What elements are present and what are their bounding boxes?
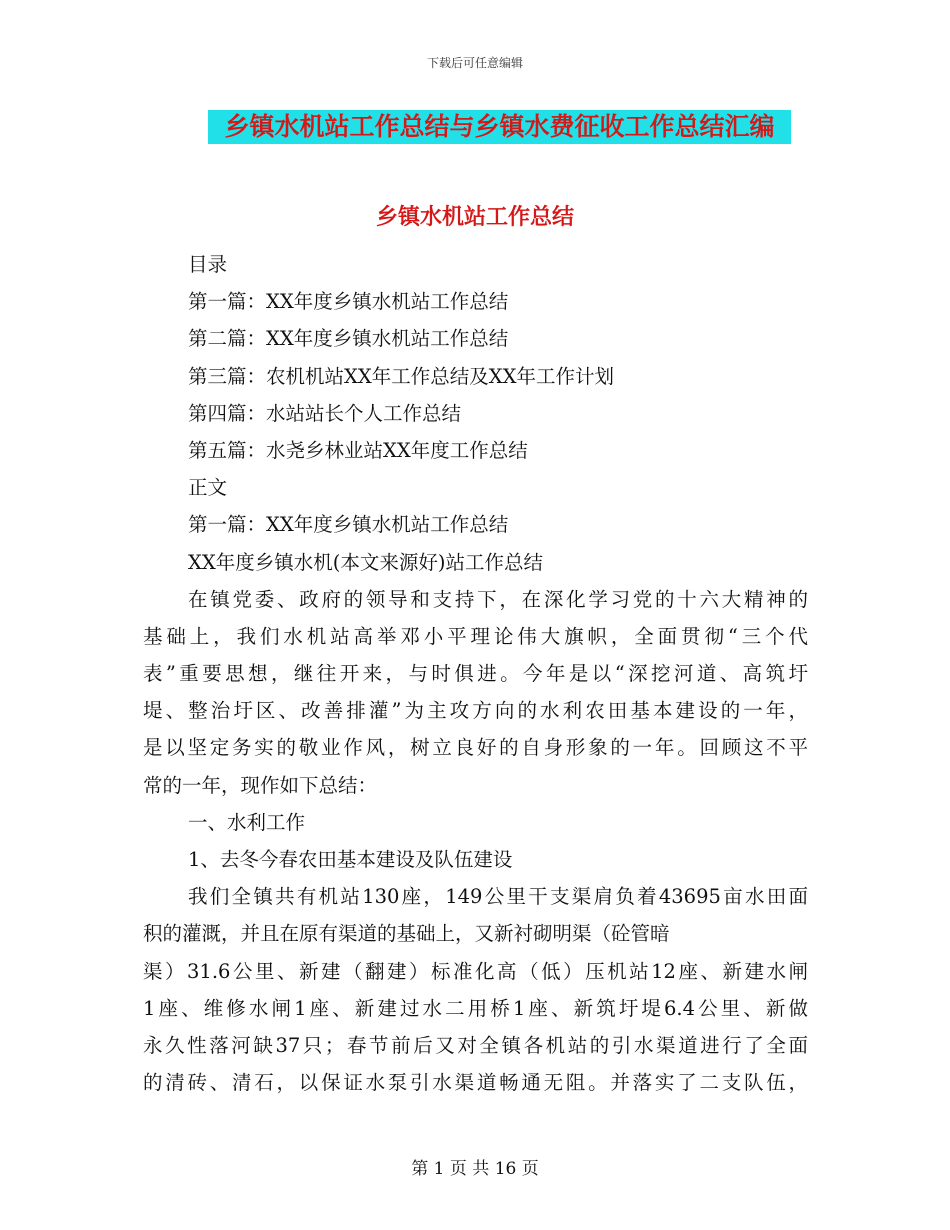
paragraph-line: 渠）31.6公里、新建（翻建）标准化高（低）压机站12座、新建水闸 <box>143 959 808 983</box>
page-footer: 第 1 页 共 16 页 <box>411 1159 539 1179</box>
chapter-subheading: XX年度乡镇水机(本文来源好)站工作总结 <box>188 550 543 574</box>
toc-item: 第一篇：XX年度乡镇水机站工作总结 <box>188 290 509 314</box>
chapter-heading: 第一篇：XX年度乡镇水机站工作总结 <box>188 513 509 537</box>
body-heading: 正文 <box>188 476 228 500</box>
document-body <box>143 246 808 1101</box>
section-title: 乡镇水机站工作总结 <box>375 205 574 230</box>
paragraph-line: 的清砖、清石，以保证水泵引水渠道畅通无阻。并落实了二支队伍， <box>143 1071 808 1095</box>
paragraph-line: 1座、维修水闸1座、新建过水二用桥1座、新筑圩堤6.4公里、新做 <box>143 996 808 1020</box>
paragraph-line: 在镇党委、政府的领导和支持下，在深化学习党的十六大精神的 <box>188 587 808 611</box>
paragraph-line: 是以坚定务实的敬业作风，树立良好的自身形象的一年。回顾这不平 <box>143 736 808 760</box>
header-note: 下载后可任意编辑 <box>426 56 523 70</box>
paragraph-line: 表”重要思想，继往开来，与时俱进。今年是以“深挖河道、高筑圩 <box>143 662 808 686</box>
paragraph-line: 我们全镇共有机站130座，149公里干支渠肩负着43695亩水田面 <box>188 885 808 909</box>
toc-item: 第三篇：农机机站XX年工作总结及XX年工作计划 <box>188 364 615 388</box>
document-title: 乡镇水机站工作总结与乡镇水费征收工作总结汇编 <box>208 110 791 144</box>
paragraph-line: 永久性落河缺37只；春节前后又对全镇各机站的引水渠道进行了全面 <box>143 1033 808 1057</box>
paragraph-line: 积的灌溉，并且在原有渠道的基础上，又新衬砌明渠（砼管暗 <box>143 922 670 946</box>
paragraph-line: 堤、整治圩区、改善排灌”为主攻方向的水利农田基本建设的一年， <box>143 699 808 723</box>
toc-item: 第二篇：XX年度乡镇水机站工作总结 <box>188 327 509 351</box>
toc-heading: 目录 <box>188 253 228 276</box>
toc-item: 第五篇：水尧乡林业站XX年度工作总结 <box>188 438 528 462</box>
paragraph-line: 基础上，我们水机站高举邓小平理论伟大旗帜，全面贯彻“三个代 <box>143 624 808 648</box>
toc-item: 第四篇：水站站长个人工作总结 <box>188 401 462 425</box>
subsection-heading: 1、去冬今春农田基本建设及队伍建设 <box>188 848 513 871</box>
paragraph-line: 常的一年，现作如下总结： <box>143 773 378 797</box>
section-heading: 一、水利工作 <box>188 810 306 834</box>
